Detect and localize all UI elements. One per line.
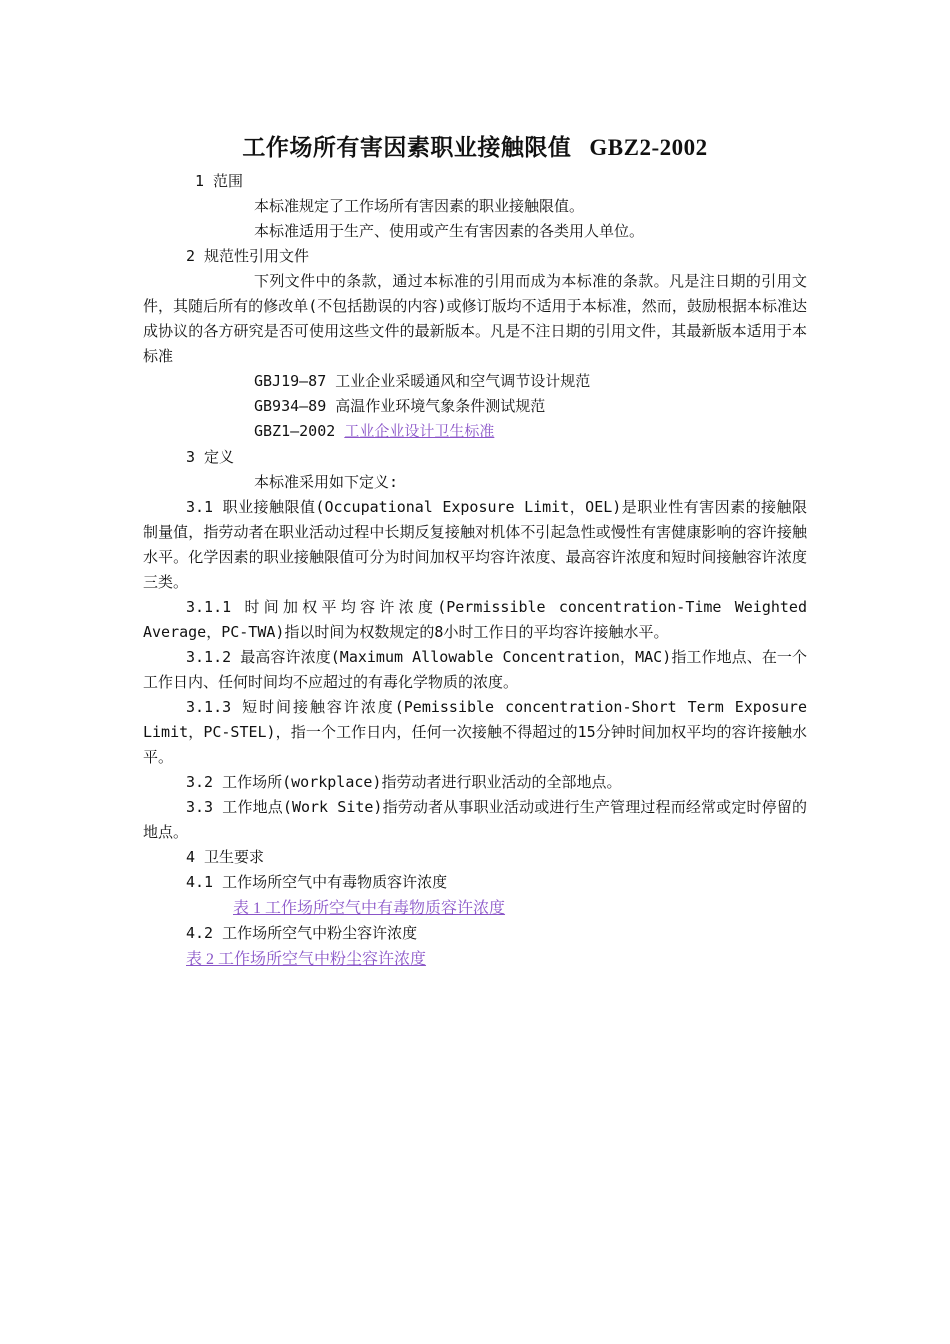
table-1-link[interactable]: 表 1 工作场所空气中有毒物质容许浓度 — [233, 900, 506, 917]
definition-3-1-1: 3.1.1 时间加权平均容许浓度(Permissible concentration-Time Weighted Average，PC-TWA)指以时间为权数规定的8小时工作日的平均容许接触水平。 — [143, 598, 807, 641]
table-2-link[interactable]: 表 2 工作场所空气中粉尘容许浓度 — [186, 951, 427, 968]
definition-3-3: 3.3 工作地点(Work Site)指劳动者从事职业活动或进行生产管理过程而经常或定时停留的地点。 — [143, 798, 807, 841]
section-1-paragraph-2: 本标准适用于生产、使用或产生有害因素的各类用人单位。 — [254, 222, 645, 240]
section-2-paragraph: 下列文件中的条款，通过本标准的引用而成为本标准的条款。凡是注日期的引用文件，其随后所有的修改单(不包括勘误的内容)或修订版均不适用于本标准，然而，鼓励根据本标准达成协议的各方研究是否可使用这些文件的最新版本。凡是不注日期的引用文件，其最新版本适用于本标准 — [143, 272, 807, 365]
section-2-heading: 2 规范性引用文件 — [186, 247, 310, 265]
table-1-link-line — [143, 895, 807, 921]
reference-2: GB934—89 高温作业环境气象条件测试规范 — [254, 397, 546, 415]
reference-3-code: GBZ1—2002 — [254, 422, 345, 440]
document-page — [143, 131, 807, 972]
definition-3-1: 3.1 职业接触限值(Occupational Exposure Limit，OEL)是职业性有害因素的接触限制量值，指劳动者在职业活动过程中长期反复接触对机体不引起急性或慢性有害健康影响的容许接触水平。化学因素的职业接触限值可分为时间加权平均容许浓度、最高容许浓度和短时间接触容许浓度三类。 — [143, 498, 807, 591]
definition-3-1-2: 3.1.2 最高容许浓度(Maximum Allowable Concentration，MAC)指工作地点、在一个工作日内、任何时间均不应超过的有毒化学物质的浓度。 — [143, 648, 807, 691]
section-4-1: 4.1 工作场所空气中有毒物质容许浓度 — [186, 873, 448, 891]
definition-3-1-3: 3.1.3 短时间接触容许浓度(Pemissible concentration-Short Term Exposure Limit，PC-STEL)，指一个工作日内，任何一次接触不得超过的15分钟时间加权平均的容许接触水平。 — [143, 698, 807, 766]
section-1-paragraph-1: 本标准规定了工作场所有害因素的职业接触限值。 — [254, 197, 585, 215]
title-text: 工作场所有害因素职业接触限值 — [242, 135, 572, 161]
reference-1: GBJ19—87 工业企业采暖通风和空气调节设计规范 — [254, 372, 591, 390]
section-3-heading: 3 定义 — [186, 448, 235, 466]
definition-3-2: 3.2 工作场所(workplace)指劳动者进行职业活动的全部地点。 — [186, 773, 622, 791]
standard-code: GBZ2-2002 — [589, 135, 708, 160]
section-4-heading: 4 卫生要求 — [186, 848, 265, 866]
section-4-2: 4.2 工作场所空气中粉尘容许浓度 — [186, 924, 418, 942]
section-1-heading: 1 范围 — [195, 172, 244, 190]
section-3-intro: 本标准采用如下定义: — [254, 473, 399, 491]
reference-3 — [143, 419, 807, 445]
table-2-link-line — [143, 946, 807, 972]
document-title — [143, 131, 807, 165]
reference-3-link[interactable]: 工业企业设计卫生标准 — [344, 424, 495, 440]
